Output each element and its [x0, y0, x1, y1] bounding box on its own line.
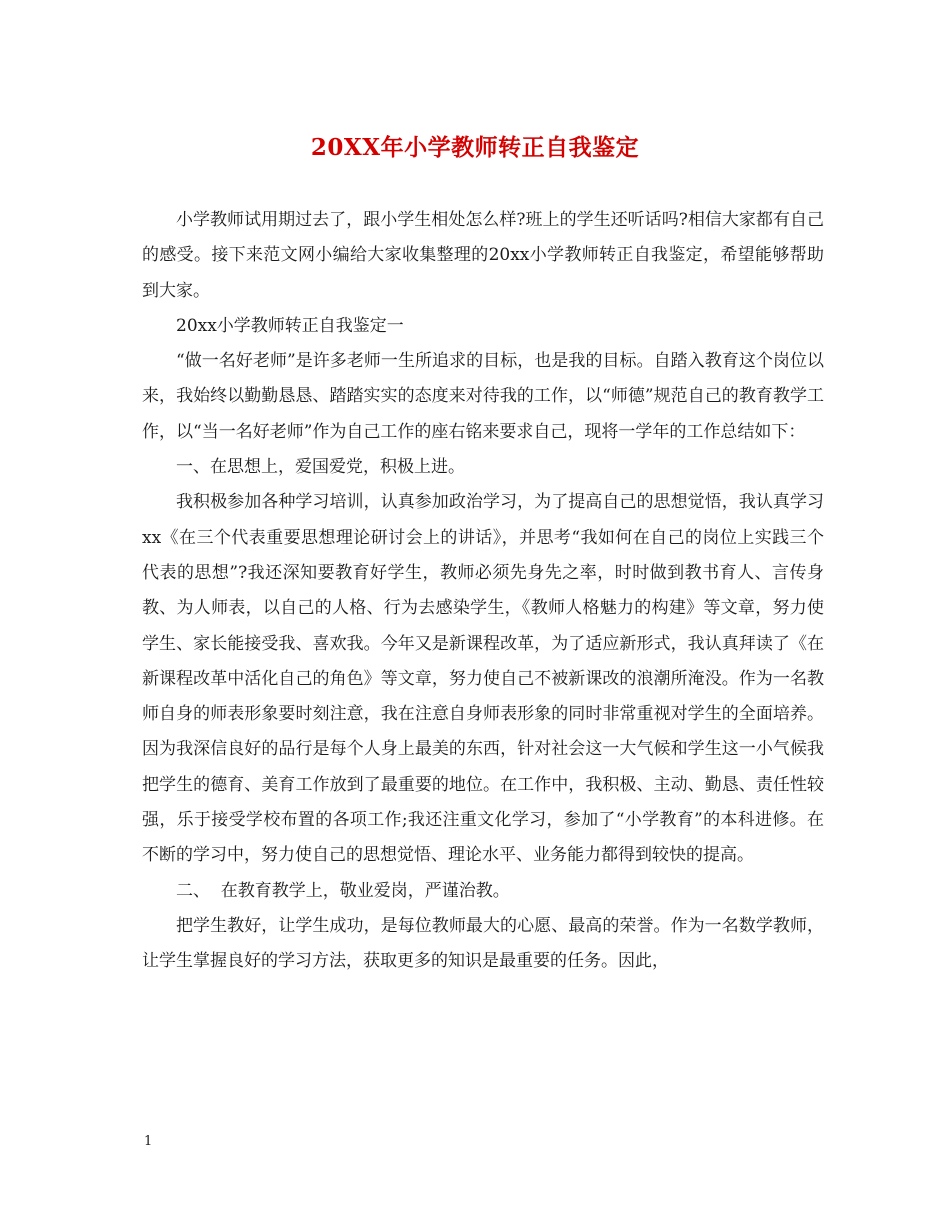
body-paragraph: 把学生教好，让学生成功，是每位教师最大的心愿、最高的荣誉。作为一名数学教师，让学生掌握良好的学习方法，获取更多的知识是最重要的任务。因此， [142, 915, 824, 972]
body-paragraph: 我积极参加各种学习培训，认真参加政治学习，为了提高自己的思想觉悟，我认真学习xx《在三个代表重要思想理论研讨会上的讲话》，并思考“我如何在自己的岗位上实践三个代表的思想”?我还深知要教育好学生，教师必须先身先之率，时时做到教书育人、言传身教、为人师表，以自己的人格、行为去感染学生，《教师人格魅力的构建》等文章，努力使学生、家长能接受我、喜欢我。今年又是新课程改革，为了适应新形式，我认真拜读了《在新课程改革中活化自己的角色》等文章，努力使自己不被新课改的浪潮所淹没。作为一名教师自身的师表形象要时刻注意，我在注意自身师表形象的同时非常重视对学生的全面培养。因为我深信良好的品行是每个人身上最美的东西，针对社会这一大气候和学生这一小气候我把学生的德育、美育工作放到了最重要的地位。在工作中，我积极、主动、勤恳、责任性较强，乐于接受学校布置的各项工作;我还注重文化学习，参加了“小学教育”的本科进修。在不断的学习中，努力使自己的思想觉悟、理论水平、业务能力都得到较快的提高。 [142, 492, 824, 866]
subsection-heading: 一、在思想上，爱国爱党，积极上进。 [176, 457, 465, 478]
document-body [142, 203, 824, 980]
subsection-heading: 二、 在教育教学上，敬业爱岗，严谨治教。 [176, 880, 510, 901]
page-number: 1 [144, 1134, 153, 1149]
section-heading: 20xx小学教师转正自我鉴定一 [176, 315, 404, 336]
body-paragraph: “做一名好老师”是许多老师一生所追求的目标，也是我的目标。自踏入教育这个岗位以来，我始终以勤勤恳恳、踏踏实实的态度来对待我的工作，以“师德”规范自己的教育教学工作，以“当一名好老师”作为自己工作的座右铭来要求自己，现将一学年的工作总结如下： [142, 351, 824, 442]
intro-paragraph: 小学教师试用期过去了，跟小学生相处怎么样?班上的学生还听话吗?相信大家都有自己的感受。接下来范文网小编给大家收集整理的20xx小学教师转正自我鉴定，希望能够帮助到大家。 [142, 210, 824, 301]
document-title: 20XX年小学教师转正自我鉴定 [310, 134, 640, 161]
